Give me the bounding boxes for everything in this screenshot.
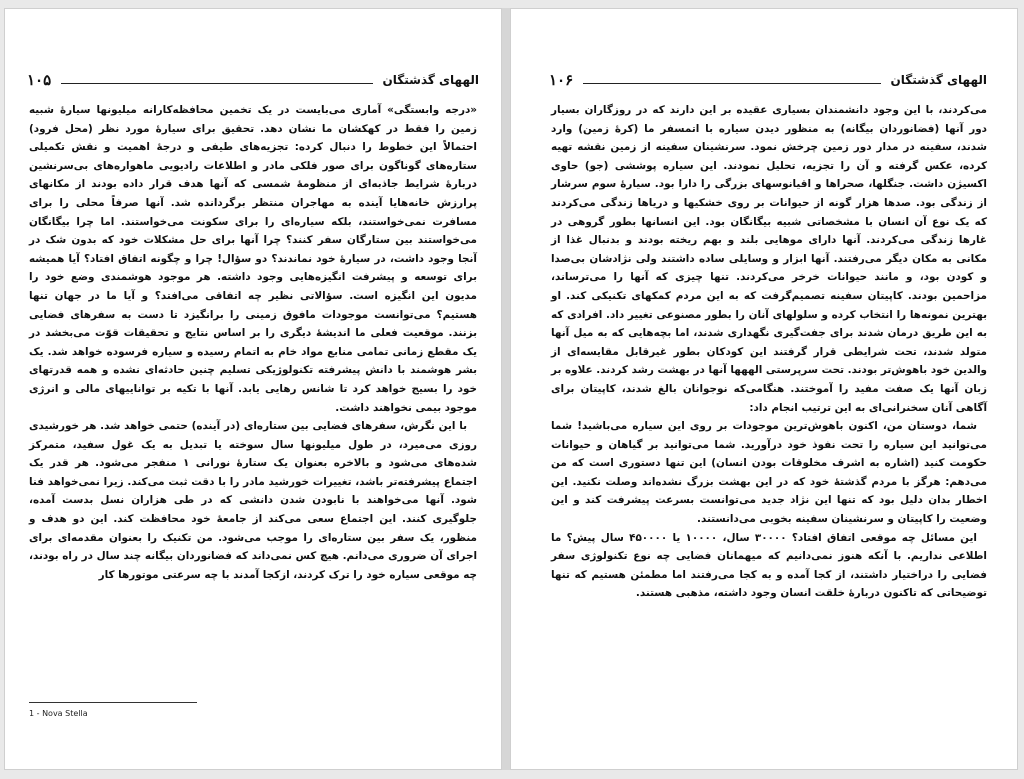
book-gutter [502, 8, 510, 770]
left-page-body [29, 101, 477, 584]
paragraph: با این نگرش، سفرهای فضایی بین ستاره‌ای (در آینده) حتمی خواهد شد. هر خورشیدی روزی می‌میرد، در طول میلیونها سال سوخته یا تبدیل به یک غول سفید، متمرکز شده‌های می‌شود و بالاخره بعنوان یک ستارهٔ نورانی ۱ منفجر می‌شود. هر قدر یک اجتماع پیشرفته‌تر باشد، تغییرات خورشید مادر را با دقت ثبت می‌کند. زیرا نمی‌خواهد فنا شود. آنها می‌خواهند با نابودن شدن دانشی که در طی هزاران نسل بدست آمده، جلوگیری کنند. این اجتماع سعی می‌کند از جامعهٔ خود محافظت کند. این دو هدف و منظور، یک سفر بین ستاره‌ای را موجب می‌شود. من تکنیک را بعنوان مقدمه‌ای برای اجرای آن ضروری می‌دانم. هیچ کس نمی‌داند که فضانوردان بیگانه چند سال در راه بودند، چه موقعی سیاره خود را ترک کردند، ازکجا آمدند با چه سرعتی موتورها کار [29, 420, 477, 581]
left-page-header [27, 63, 479, 89]
right-page-body [551, 101, 987, 603]
footnote-rule [29, 702, 197, 703]
header-rule [61, 83, 372, 84]
paragraph: شما، دوستان من، اکنون باهوش‌ترین موجودات بر روی این سیاره می‌باشید! شما می‌توانید این سیاره را تحت نفوذ خود درآورید. شما می‌توانید بر گیاهان و حیوانات حکومت کنید (اشاره به اشرف مخلوقات بودن انسان) این تنها دستوری است که من می‌دهم: هرگز با مردم گذشتهٔ خود که در این بهشت بزرگ نشده‌اند وصلت نکنید. این اخطار بدان دلیل بود که تنها این نژاد جدید می‌توانست بسرعت پیشرفت کند و این وضعیت را کاپیتان و سرنشینان سفینه بخوبی می‌دانستند. [551, 420, 987, 526]
left-page [4, 8, 502, 770]
footnote: 1 - Nova Stella [29, 709, 88, 718]
paragraph: این مسائل چه موقعی اتفاق افتاد؟ ۳۰۰۰۰ سال، ۱۰۰۰۰ یا ۴۵۰۰۰۰ سال پیش؟ ما اطلاعی نداریم. با آنکه هنوز نمی‌دانیم که میهمانان فضایی چه نوع تکنولوژی سفر فضایی را دراختیار داشتند، از کجا آمده و به کجا می‌رفتند اما مطمئن هستیم که تنها توضیحاتی که تاکنون دربارهٔ خلقت انسان وجود داشته، مذهبی هستند. [551, 531, 987, 600]
paragraph: می‌کردند، با این وجود دانشمندان بسیاری عقیده بر این دارند که در روزگاران بسیار دور آنها (فضانوردان بیگانه) به منظور دیدن سیاره با اتمسفر ما (کرهٔ زمین) وارد شدند، سفینه در مدار دور زمین چرخش نمود. سرنشینان سفینه از زمین نقشه تهیه کرده، عکس گرفته و آن را تجزیه، تحلیل نمودند. این سیاره پوششی (جو) حاوی اکسیژن داشت. جنگلها، صحراها و اقیانوسهای بزرگی را دارا بود. سیارهٔ سوم سرشار از زندگی بود. صدها هزار گونه از حیوانات بر روی خشکیها و دریاها زندگی می‌کردند که یک نوع آن انسان با مشخصاتی شبیه بیگانگان بود. این انسانها بطور گروهی در غارها زندگی می‌کردند. آنها دارای موهایی بلند و بهم ریخته بودند و بدنبال غذا از مکانی به مکان دیگر می‌رفتند. آنها ابزار و وسایلی ساده داشتند ولی نژادشان بی‌صدا و کودن بود، و مانند حیوانات خرخر می‌کردند. تنها چیزی که آنها را می‌ترساند، مزاحمین بودند. کاپیتان سفینه تصمیم‌گرفت که به این مردم کمکهای تکنیکی کند. او بهترین نمونه‌ها را انتخاب کرده و سلولهای آنان را بطور مصنوعی تغییر داد. افرادی که به این طریق درمان شدند برای جفت‌گیری نگهداری شدند، اما بچه‌هایی که به میل آنها متولد شدند، تحت شرایطی قرار گرفتند این کودکان بطور غیرقابل مقایسه‌ای از والدین خود باهوش‌تر بودند. تحت سرپرستی الههها آنها در بهشت رشد کردند. علاوه بر زبان آنها یک صفت مفید را آموختند. هنگامی‌که نوجوانان بالغ شدند، کاپیتان برای آگاهی آنان سخنرانی‌ای به این ترتیب انجام داد: [551, 104, 987, 414]
page-number: ۱۰۶ [549, 71, 574, 89]
page-number: ۱۰۵ [27, 71, 52, 89]
paragraph: «درجه وابستگی» آماری می‌بایست در یک تخمین محافظه‌کارانه میلیونها سیارهٔ شبیه زمین را فقط در کهکشان ما نشان دهد. تحقیق برای سیارهٔ مورد نظر (محل فرود) احتمالاً این خطوط را دنبال کرده: تجزیه‌های طیفی و درجهٔ اهمیت و نقش تکمیلی ستاره‌های گوناگون برای صور فلکی مادر و اطلاعات رادیویی ماهواره‌های بی‌سرنشین دربارهٔ شرایط جاذبه‌ای از منظومهٔ شمسی که آنها هدف قرار داده بودند از مکانهای پرارزش خانه‌هایا آینده به مهاجران منتظر برگردانده شد. آنها صرفاً محلی را برای مسافرت نمی‌خواستند، بلکه سیاره‌ای را برای سکونت می‌خواستند. اما چرا بیگانگان می‌خواستند بین ستارگان سفر کنند؟ چرا آنها برای حل مشکلات خود که بدون شک در آنجا وجود داشت، در سیارهٔ خود نماندند؟ دو سؤال! چرا و چگونه اتفاق افتاد؟ آیا همیشه برای توسعه و پیشرفت انگیزه‌هایی وجود داشته. هر موجود هوشمندی وضع خود را مدیون این انگیزه است. سؤالاتی نظیر چه اتفاقی می‌افتد؟ و آیا ما در جهان تنها هستیم؟ می‌توانست موجودات مافوق زمینی را برانگیزد تا دست به سفرهای فضایی بزنند. موقعیت فعلی ما اندیشهٔ دیگری را بر اساس نتایج و تحقیقات قوّت می‌بخشد در یک مقطع زمانی تمامی منابع مواد خام به اتمام رسیده و سیاره فرسوده خواهد شد. یک بشر هوشمند با دانش پیشرفته تکنولوژیکی تسلیم چنین حادثه‌ای نشده و همه قدرتهای خود را بسیج خواهد کرد تا شانس رهایی یابد. آنها با تکیه بر تواناییهای مالی و انرژی موجود بیمی نخواهند داشت. [29, 104, 477, 414]
running-title: الههای گذشتگان [890, 73, 987, 87]
header-rule [583, 83, 880, 84]
running-title: الههای گذشتگان [382, 73, 479, 87]
right-page-header [549, 63, 987, 89]
right-page [510, 8, 1018, 770]
